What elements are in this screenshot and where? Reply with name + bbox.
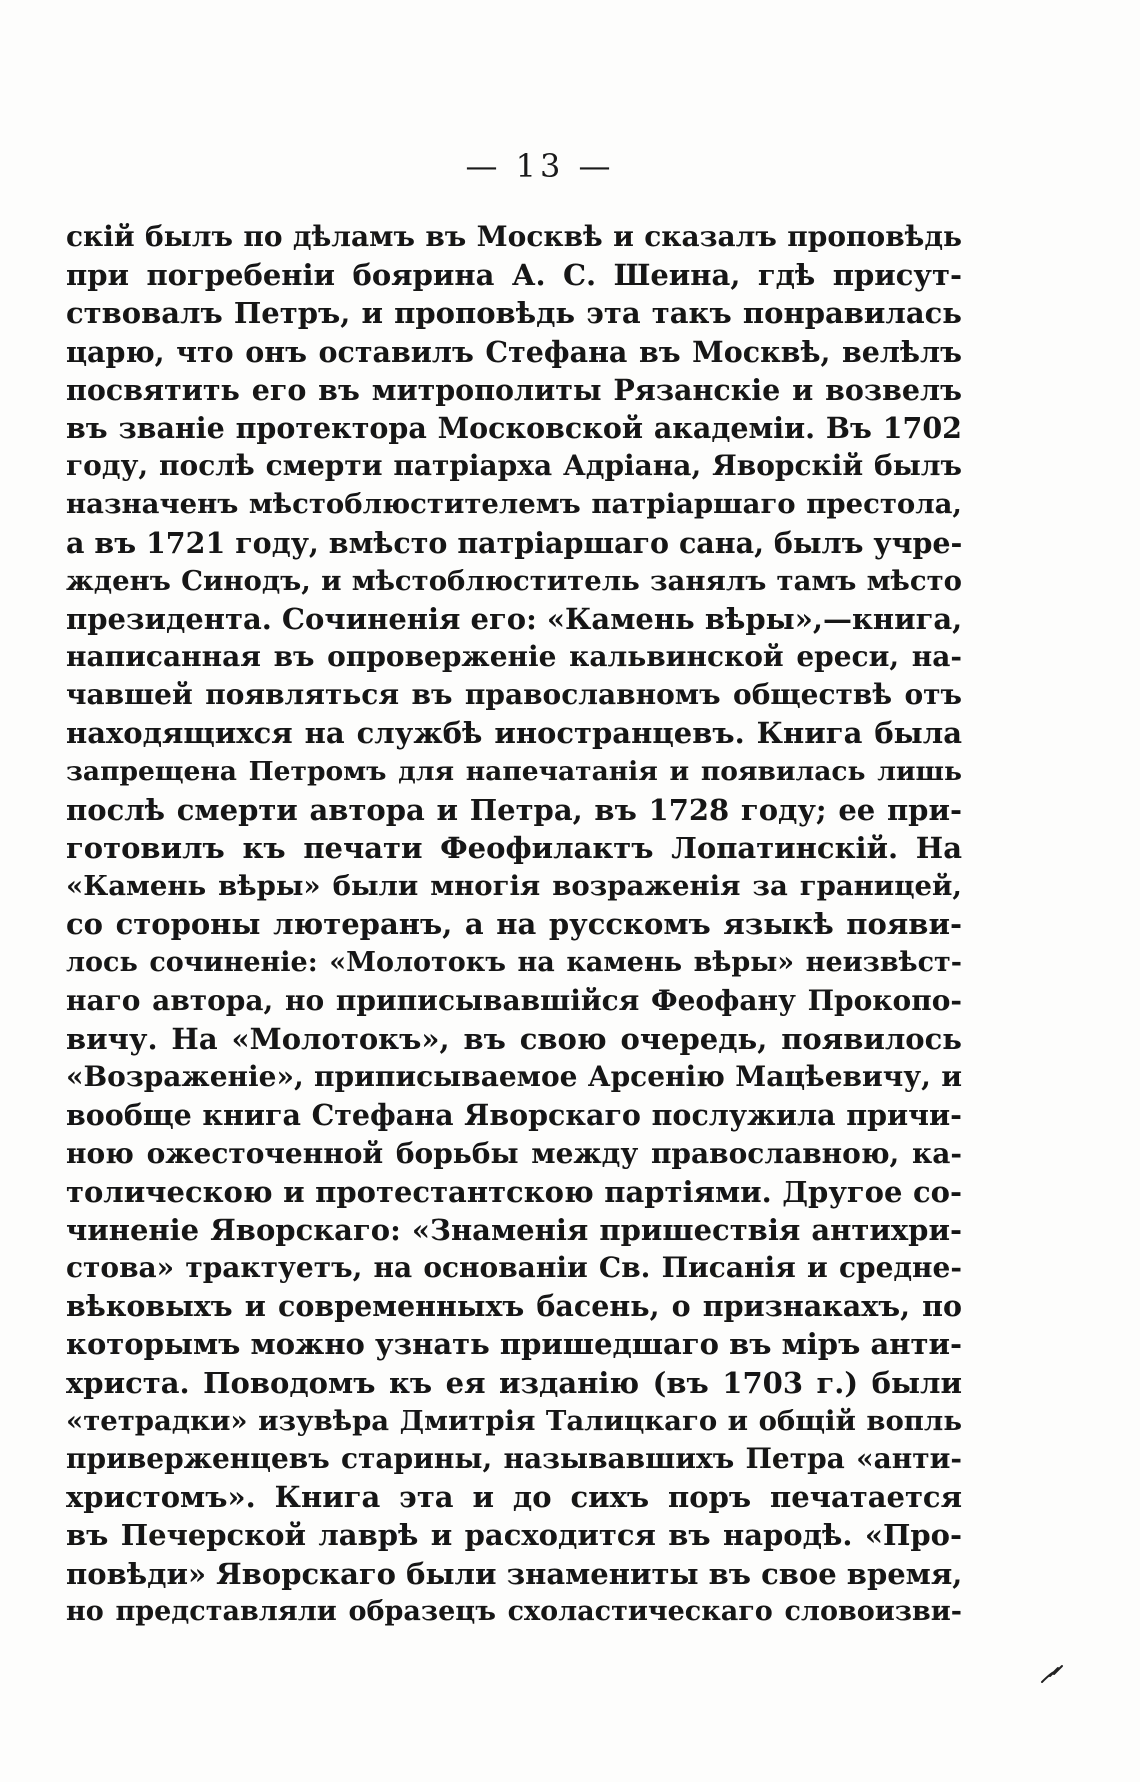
- text-line: вичу. На «Молотокъ», въ свою очередь, появилось: [66, 1021, 962, 1056]
- text-line: но представляли образецъ схоластическаго словоизви-: [66, 1595, 962, 1627]
- text-line: вообще книга Стефана Яворскаго послужила причи-: [66, 1098, 962, 1133]
- text-line: ствовалъ Петръ, и проповѣдь эта такъ понравилась: [66, 296, 962, 331]
- text-line: «Камень вѣры» были многія возраженія за границей,: [66, 870, 962, 903]
- text-line: готовилъ къ печати Феофилактъ Лопатинскій. На: [66, 831, 962, 865]
- text-line: жденъ Синодъ, и мѣстоблюститель занялъ тамъ мѣсто: [66, 564, 962, 597]
- text-line: ною ожесточенной борьбы между православною, ка-: [66, 1136, 962, 1170]
- text-line: году, послѣ смерти патріарха Адріана, Яворскій былъ: [66, 449, 962, 483]
- page-number-text: — 13 —: [465, 147, 615, 185]
- text-line: лось сочиненіе: «Молотокъ на камень вѣры» неизвѣст-: [66, 946, 962, 978]
- text-line: повѣди» Яворскаго были знамениты въ свое время,: [66, 1556, 962, 1591]
- text-line: запрещена Петромъ для напечатанія и появилась лишь: [66, 755, 962, 787]
- text-line: христомъ». Книга эта и до сихъ поръ печатается: [66, 1480, 962, 1515]
- text-line: «Возраженіе», приписываемое Арсенію Мацѣевичу, и: [66, 1060, 962, 1094]
- text-line: «тетрадки» изувѣра Дмитрія Талицкаго и общій вопль: [66, 1404, 962, 1437]
- text-line: приверженцевъ старины, называвшихъ Петра «анти-: [66, 1442, 962, 1475]
- text-line: стова» трактуетъ, на основаніи Св. Писанія и средне-: [66, 1251, 962, 1285]
- text-line: въ званіе протектора Московской академіи. Въ 1702: [66, 410, 962, 445]
- text-line: чавшей появляться въ православномъ обществѣ отъ: [66, 678, 962, 712]
- text-line: царю, что онъ оставилъ Стефана въ Москвѣ, велѣлъ: [66, 334, 962, 369]
- text-line: толическою и протестантскою партіями. Другое со-: [66, 1174, 962, 1209]
- text-line: находящихся на службѣ иностранцевъ. Книга была: [66, 716, 962, 751]
- text-line: назначенъ мѣстоблюстителемъ патріаршаго престола,: [66, 488, 962, 521]
- text-line: послѣ смерти автора и Петра, въ 1728 году; ее при-: [66, 792, 962, 827]
- text-line: написанная въ опроверженіе кальвинской ереси, на-: [66, 640, 962, 674]
- text-line: въ Печерской лаврѣ и расходится въ народѣ. «Про-: [66, 1518, 962, 1553]
- pencil-mark-icon: [1040, 1664, 1064, 1684]
- text-line: вѣковыхъ и современныхъ басень, о признакахъ, по: [66, 1289, 962, 1324]
- text-line: со стороны лютеранъ, а на русскомъ языкѣ появи-: [66, 907, 962, 942]
- text-line: наго автора, но приписывавшійся Феофану Прокопо-: [66, 983, 962, 1017]
- text-line: чиненіе Яворскаго: «Знаменія пришествія антихри-: [66, 1212, 962, 1247]
- text-line: посвятить его въ митрополиты Рязанскіе и возвелъ: [66, 372, 962, 407]
- text-line: христа. Поводомъ къ ея изданію (въ 1703 г.) были: [66, 1365, 962, 1400]
- body-text: [66, 218, 962, 1631]
- text-line: при погребеніи боярина А. С. Шеина, гдѣ присут-: [66, 258, 962, 293]
- page-number: [0, 146, 1140, 186]
- text-line: которымъ можно узнать пришедшаго въ міръ анти-: [66, 1327, 962, 1362]
- text-line: президента. Сочиненія его: «Камень вѣры»,—книга,: [66, 601, 962, 636]
- text-line: а въ 1721 году, вмѣсто патріаршаго сана, былъ учре-: [66, 525, 962, 560]
- text-line: скій былъ по дѣламъ въ Москвѣ и сказалъ проповѣдь: [66, 220, 962, 253]
